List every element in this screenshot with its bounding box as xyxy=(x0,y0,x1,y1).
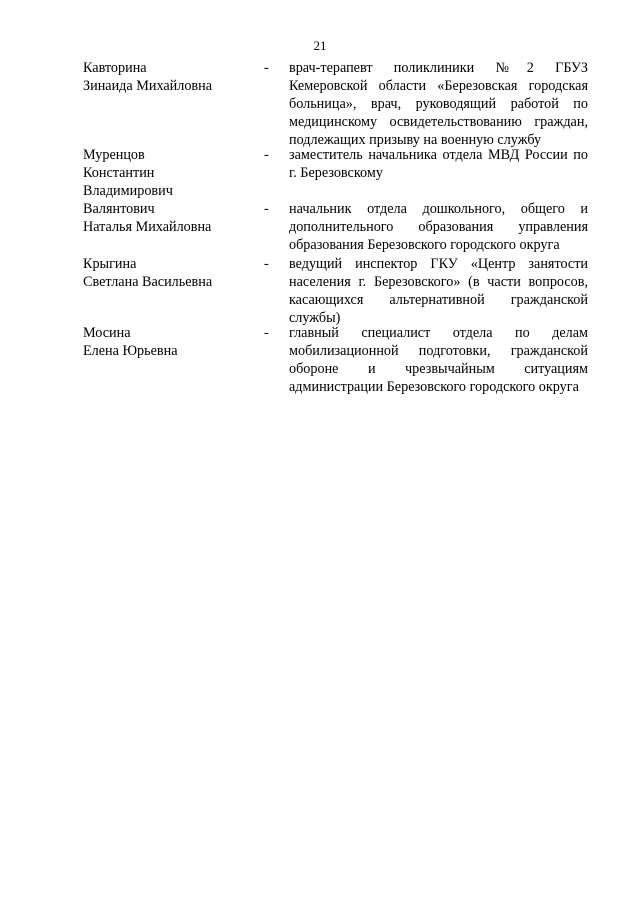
member-surname: Мосина xyxy=(83,325,131,341)
member-given-names: Елена Юрьевна xyxy=(83,343,178,359)
member-patronymic: Владимирович xyxy=(83,183,173,199)
separator-dash: - xyxy=(264,325,269,341)
member-name xyxy=(83,146,258,200)
member-given-names: Зинаида Михайловна xyxy=(83,78,213,94)
member-entry xyxy=(0,59,640,146)
member-given-names: Светлана Васильевна xyxy=(83,274,213,290)
member-surname: Крыгина xyxy=(83,256,137,272)
member-entry xyxy=(0,324,640,414)
member-name xyxy=(83,324,258,360)
separator-dash: - xyxy=(264,60,269,76)
member-entry xyxy=(0,200,640,255)
member-name xyxy=(83,255,258,291)
separator-dash: - xyxy=(264,256,269,272)
separator-dash: - xyxy=(264,201,269,217)
member-surname: Валянтович xyxy=(83,201,155,217)
member-surname: Муренцов xyxy=(83,147,145,163)
member-entry xyxy=(0,146,640,200)
member-name xyxy=(83,200,258,236)
member-given-names: Наталья Михайловна xyxy=(83,219,212,235)
member-position: начальник отдела дошкольного, общего и дополнительного образования управления образования Березовского городского округа xyxy=(289,201,588,253)
member-given-name: Константин xyxy=(83,165,155,181)
commission-members-list xyxy=(0,59,640,414)
member-surname: Кавторина xyxy=(83,60,147,76)
member-position: заместитель начальника отдела МВД России по г. Березовскому xyxy=(289,147,588,181)
member-position: ведущий инспектор ГКУ «Центр занятости населения г. Березовского» (в части вопросов, касающихся альтернативной гражданской службы) xyxy=(289,256,588,326)
member-position: врач-терапевт поликлиники №2 ГБУЗ Кемеровской области «Березовская городская больница», врач, руководящий работой по медицинскому освидетельствованию граждан, подлежащих призыву на военную службу xyxy=(289,60,588,148)
member-position: главный специалист отдела по делам мобилизационной подготовки, гражданской обороне и чрезвычайным ситуациям администрации Березовского городского округа xyxy=(289,325,588,395)
separator-dash: - xyxy=(264,147,269,163)
member-name xyxy=(83,59,258,95)
page-number: 21 xyxy=(313,38,327,53)
member-entry xyxy=(0,255,640,324)
